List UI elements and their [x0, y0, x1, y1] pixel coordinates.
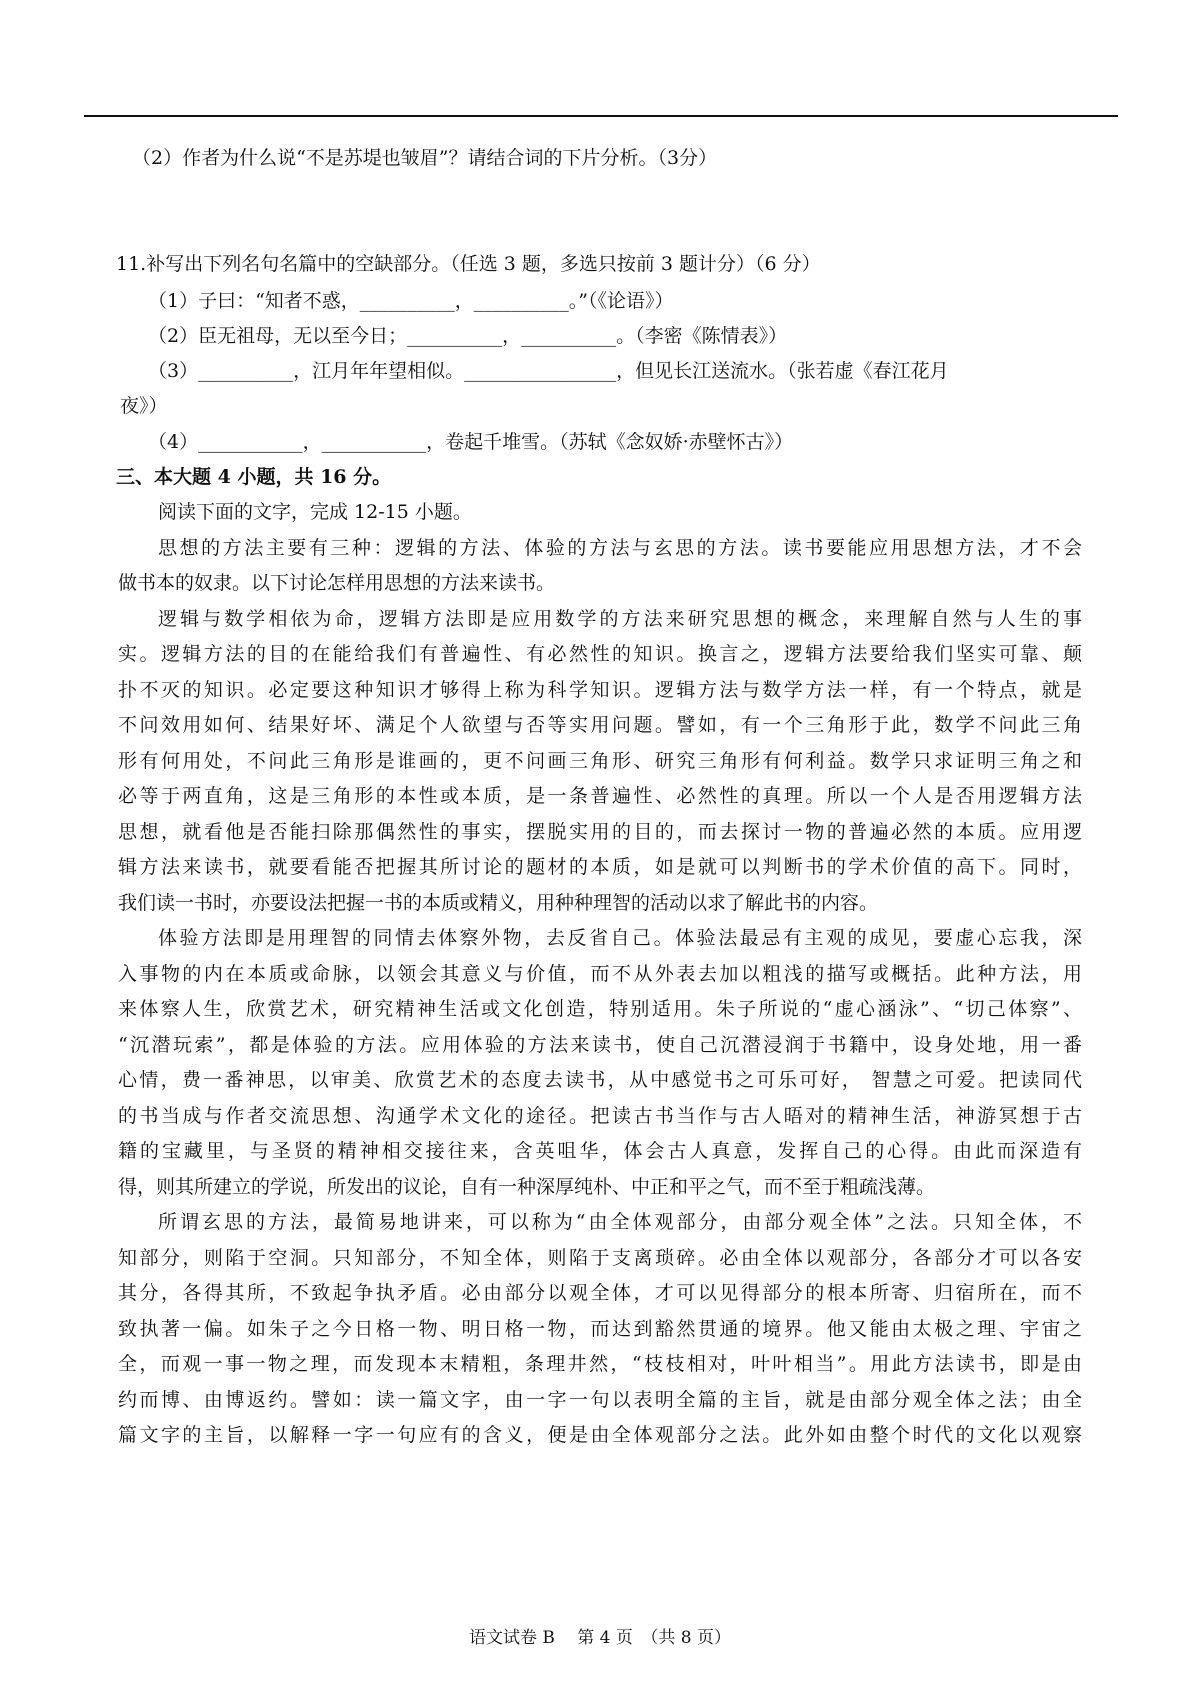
passage-line: 扑不灭的知识。必定要这种知识才够得上称为科学知识。逻辑方法与数学方法一样，有一个特点，就是: [118, 679, 1082, 701]
passage-line: 实。逻辑方法的目的在能给我们有普遍性、有必然性的知识。换言之，逻辑方法要给我们坚实可靠、颠: [118, 643, 1082, 665]
passage-line: 入事物的内在本质或命脉，以领会其意义与价值，而不从外表去加以粗浅的描写或概括。此种方法，用: [118, 963, 1082, 985]
section-3-lead: 阅读下面的文字，完成 12-15 小题。: [158, 501, 472, 523]
question-11-item-3: （3）__________，江月年年望相似。________________，但见长江送流水。（张若虚《春江花月: [148, 360, 949, 382]
passage-line: 所谓玄思的方法，最简易地讲来，可以称为“由全体观部分，由部分观全体”之法。只知全体，不: [158, 1211, 1082, 1233]
passage-line: 其分，各得其所，不致起争执矛盾。必由部分以观全体，才可以见得部分的根本所寄、归宿所在，而不: [118, 1282, 1082, 1304]
section-3-heading: 三、本大题 4 小题，共 16 分。: [116, 466, 392, 488]
passage-line: 思想的方法主要有三种：逻辑的方法、体验的方法与玄思的方法。读书要能应用思想方法，才不会: [158, 537, 1082, 559]
question-11-item-2: （2）臣无祖母，无以至今日；__________，__________。（李密《陈情表》）: [148, 325, 788, 347]
passage-line: 得，则其所建立的学说，所发出的议论，自有一种深厚纯朴、中正和平之气，而不至于粗疏浅薄。: [118, 1176, 936, 1198]
passage-line: 不问效用如何、结果好坏、满足个人欲望与否等实用问题。譬如，有一个三角形于此，数学不问此三角: [118, 714, 1082, 736]
passage-line: 辑方法来读书，就要看能否把握其所讨论的题材的本质，如是就可以判断书的学术价值的高下。同时，: [118, 856, 1082, 878]
passage-line: 全，而观一事一物之理，而发现本末精粗，条理井然，“枝枝相对，叶叶相当”。用此方法读书，即是由: [118, 1353, 1082, 1375]
question-11-title: 11.补写出下列名句名篇中的空缺部分。（任选 3 题，多选只按前 3 题计分）（6 分）: [116, 253, 821, 275]
passage-line: 来体察人生，欣赏艺术，研究精神生活或文化创造，特别适用。朱子所说的“虚心涵泳”、“切己体察”、: [118, 998, 1082, 1020]
passage-line: “沉潜玩索”，都是体验的方法。应用体验的方法来读书，使自己沉潜浸润于书籍中，设身处地，用一番: [118, 1034, 1082, 1056]
passage-line: 知部分，则陷于空洞。只知部分，不知全体，则陷于支离琐碎。必由全体以观部分，各部分才可以各安: [118, 1247, 1082, 1269]
passage-line: 心情，费一番神思，以审美、欣赏艺术的态度去读书，从中感觉书之可乐可好， 智慧之可爱。把读同代: [118, 1069, 1082, 1091]
passage-line: 做书本的奴隶。以下讨论怎样用思想的方法来读书。: [118, 572, 556, 594]
passage-line: 思想，就看他是否能扫除那偶然性的事实，摆脱实用的目的，而去探讨一物的普遍必然的本质。应用逻: [118, 821, 1082, 843]
passage-line: 形有何用处，不问此三角形是谁画的，更不问画三角形、研究三角形有何利益。数学只求证明三角之和: [118, 750, 1082, 772]
passage-line: 约而博、由博返约。譬如：读一篇文字，由一字一句以表明全篇的主旨，就是由部分观全体之法；由全: [118, 1389, 1082, 1411]
passage-line: 必等于两直角，这是三角形的本性或本质，是一条普遍性、必然性的真理。所以一个人是否用逻辑方法: [118, 785, 1082, 807]
page-footer: 语文试卷 B 第 4 页 （共 8 页）: [468, 1628, 732, 1648]
question-11-item-4: （4）___________，___________，卷起千堆雪。（苏轼《念奴娇·赤壁怀古》）: [148, 431, 794, 453]
question-11-item-3-cont: 夜》）: [120, 395, 168, 417]
question-10-2: （2）作者为什么说“不是苏堤也皱眉”？请结合词的下片分析。（3分）: [132, 147, 718, 169]
question-11-item-1: （1）子曰：“知者不惑，__________，__________。”（《论语》）: [148, 290, 674, 312]
passage-line: 逻辑与数学相依为命，逻辑方法即是应用数学的方法来研究思想的概念，来理解自然与人生的事: [158, 608, 1082, 630]
passage-line: 篇文字的主旨，以解释一字一句应有的含义，便是由全体观部分之法。此外如由整个时代的文化以观察: [118, 1424, 1082, 1446]
passage-line: 致执著一偏。如朱子之今日格一物、明日格一物，而达到豁然贯通的境界。他又能由太极之理、宇宙之: [118, 1318, 1082, 1340]
passage-line: 籍的宝藏里，与圣贤的精神相交接往来，含英咀华，体会古人真意，发挥自己的心得。由此而深造有: [118, 1140, 1082, 1162]
passage-line: 体验方法即是用理智的同情去体察外物，去反省自己。体验法最忌有主观的成见，要虚心忘我，深: [158, 927, 1082, 949]
top-rule: [84, 115, 1118, 117]
passage-line: 我们读一书时，亦要设法把握一书的本质或精义，用种种理智的活动以求了解此书的内容。: [118, 892, 879, 914]
passage-line: 的书当成与作者交流思想、沟通学术文化的途径。把读古书当作与古人晤对的精神生活，神游冥想于古: [118, 1105, 1082, 1127]
